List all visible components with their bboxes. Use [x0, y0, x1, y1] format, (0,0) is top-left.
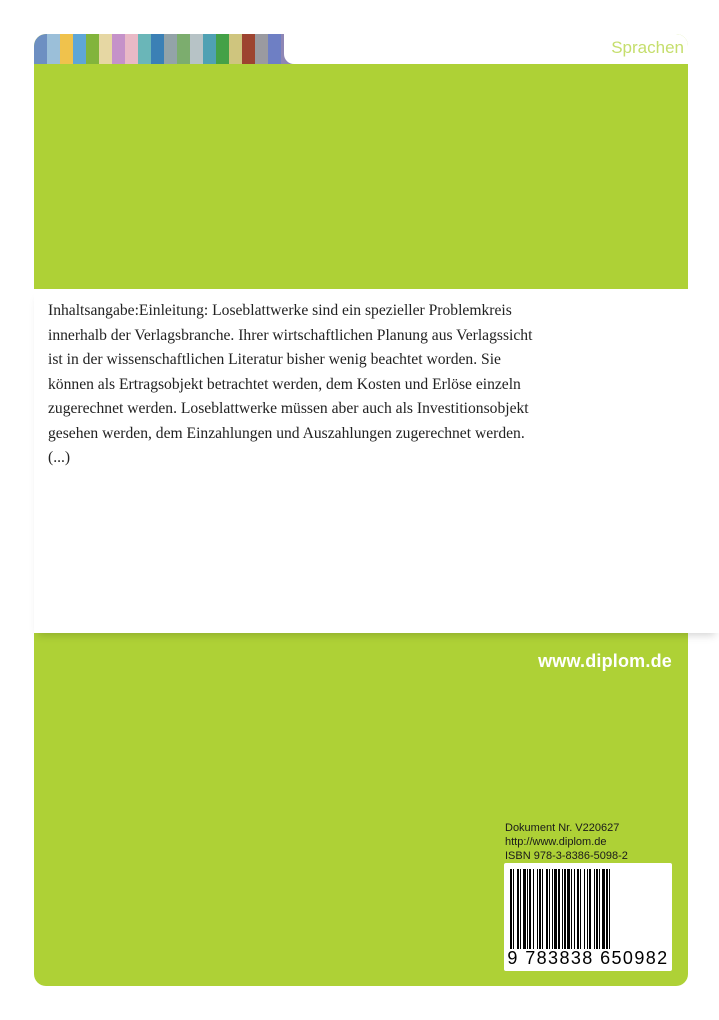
barcode-bar — [546, 869, 548, 949]
color-stripe — [73, 34, 86, 64]
color-stripe — [229, 34, 242, 64]
isbn-line: ISBN 978-3-8386-5098-2 — [505, 850, 628, 862]
barcode-bar — [529, 869, 531, 949]
blurb-line: ist in der wissenschaftlichen Literatur bisher wenig beachtet worden. Sie — [48, 351, 501, 368]
publisher-url: http://www.diplom.de — [505, 836, 607, 848]
barcode-bar — [609, 869, 610, 949]
blurb-line: gesehen werden, dem Einzahlungen und Auszahlungen zugerechnet werden. — [48, 424, 525, 442]
barcode-bar — [589, 869, 591, 949]
blurb-panel — [34, 289, 719, 633]
color-stripe — [255, 34, 268, 64]
barcode-bar — [552, 869, 553, 949]
color-stripe — [203, 34, 216, 64]
barcode-bar — [542, 869, 543, 949]
barcode-bar — [567, 869, 570, 949]
top-right-tab — [284, 34, 688, 64]
color-stripe — [151, 34, 164, 64]
barcode-bar — [580, 869, 581, 949]
barcode-bars — [504, 863, 672, 953]
barcode-bar — [554, 869, 557, 949]
barcode-bar — [571, 869, 572, 949]
blurb-line: zugerechnet werden. Loseblattwerke müssen aber auch als Investitionsobjekt — [48, 400, 529, 417]
barcode-bar — [599, 869, 600, 949]
barcode-bar — [587, 869, 588, 949]
website-label: www.diplom.de — [538, 651, 672, 671]
blurb-line: innerhalb der Verlagsbranche. Ihrer wirtschaftlichen Planung aus Verlagssicht — [48, 326, 533, 344]
blurb-line: Inhaltsangabe:Einleitung: Loseblattwerke sind ein spezieller Problemkreis — [48, 302, 512, 319]
barcode-bar — [537, 869, 538, 949]
barcode-bar — [523, 869, 526, 949]
color-stripe — [99, 34, 112, 64]
barcode-bar — [539, 869, 541, 949]
barcode-bar — [549, 869, 550, 949]
barcode-digits: 9 783838 650982 — [507, 948, 669, 968]
document-number: Dokument Nr. V220627 — [505, 822, 620, 834]
color-stripe — [216, 34, 229, 64]
color-stripe — [47, 34, 60, 64]
barcode-bar — [577, 869, 579, 949]
barcode-bar — [564, 869, 566, 949]
barcode-bar — [520, 869, 521, 949]
color-stripe — [138, 34, 151, 64]
barcode-bar — [513, 869, 514, 949]
color-stripe — [86, 34, 99, 64]
color-stripe — [190, 34, 203, 64]
barcode-bar — [517, 869, 519, 949]
blurb-line: (...) — [48, 449, 71, 466]
publication-info — [505, 821, 628, 863]
barcode-bar — [562, 869, 563, 949]
color-stripe — [60, 34, 73, 64]
barcode-bar — [584, 869, 585, 949]
barcode-bar — [594, 869, 595, 949]
color-stripe — [164, 34, 177, 64]
color-stripe — [34, 34, 47, 64]
color-stripes — [34, 34, 307, 64]
barcode-bar — [574, 869, 575, 949]
color-stripe — [125, 34, 138, 64]
color-stripe — [242, 34, 255, 64]
barcode-bar — [510, 869, 512, 949]
barcode-bar — [602, 869, 605, 949]
color-stripe — [268, 34, 281, 64]
barcode-bar — [596, 869, 598, 949]
language-label: Sprachen — [611, 38, 684, 57]
blurb-line: können als Ertragsobjekt betrachtet werden, dem Kosten und Erlöse einzeln — [48, 375, 521, 393]
color-stripe — [177, 34, 190, 64]
barcode-bar — [533, 869, 534, 949]
isbn-barcode — [504, 863, 672, 971]
barcode-bar — [558, 869, 560, 949]
blurb-text — [48, 299, 608, 471]
barcode-bar — [606, 869, 608, 949]
color-stripe — [112, 34, 125, 64]
barcode-bar — [527, 869, 528, 949]
